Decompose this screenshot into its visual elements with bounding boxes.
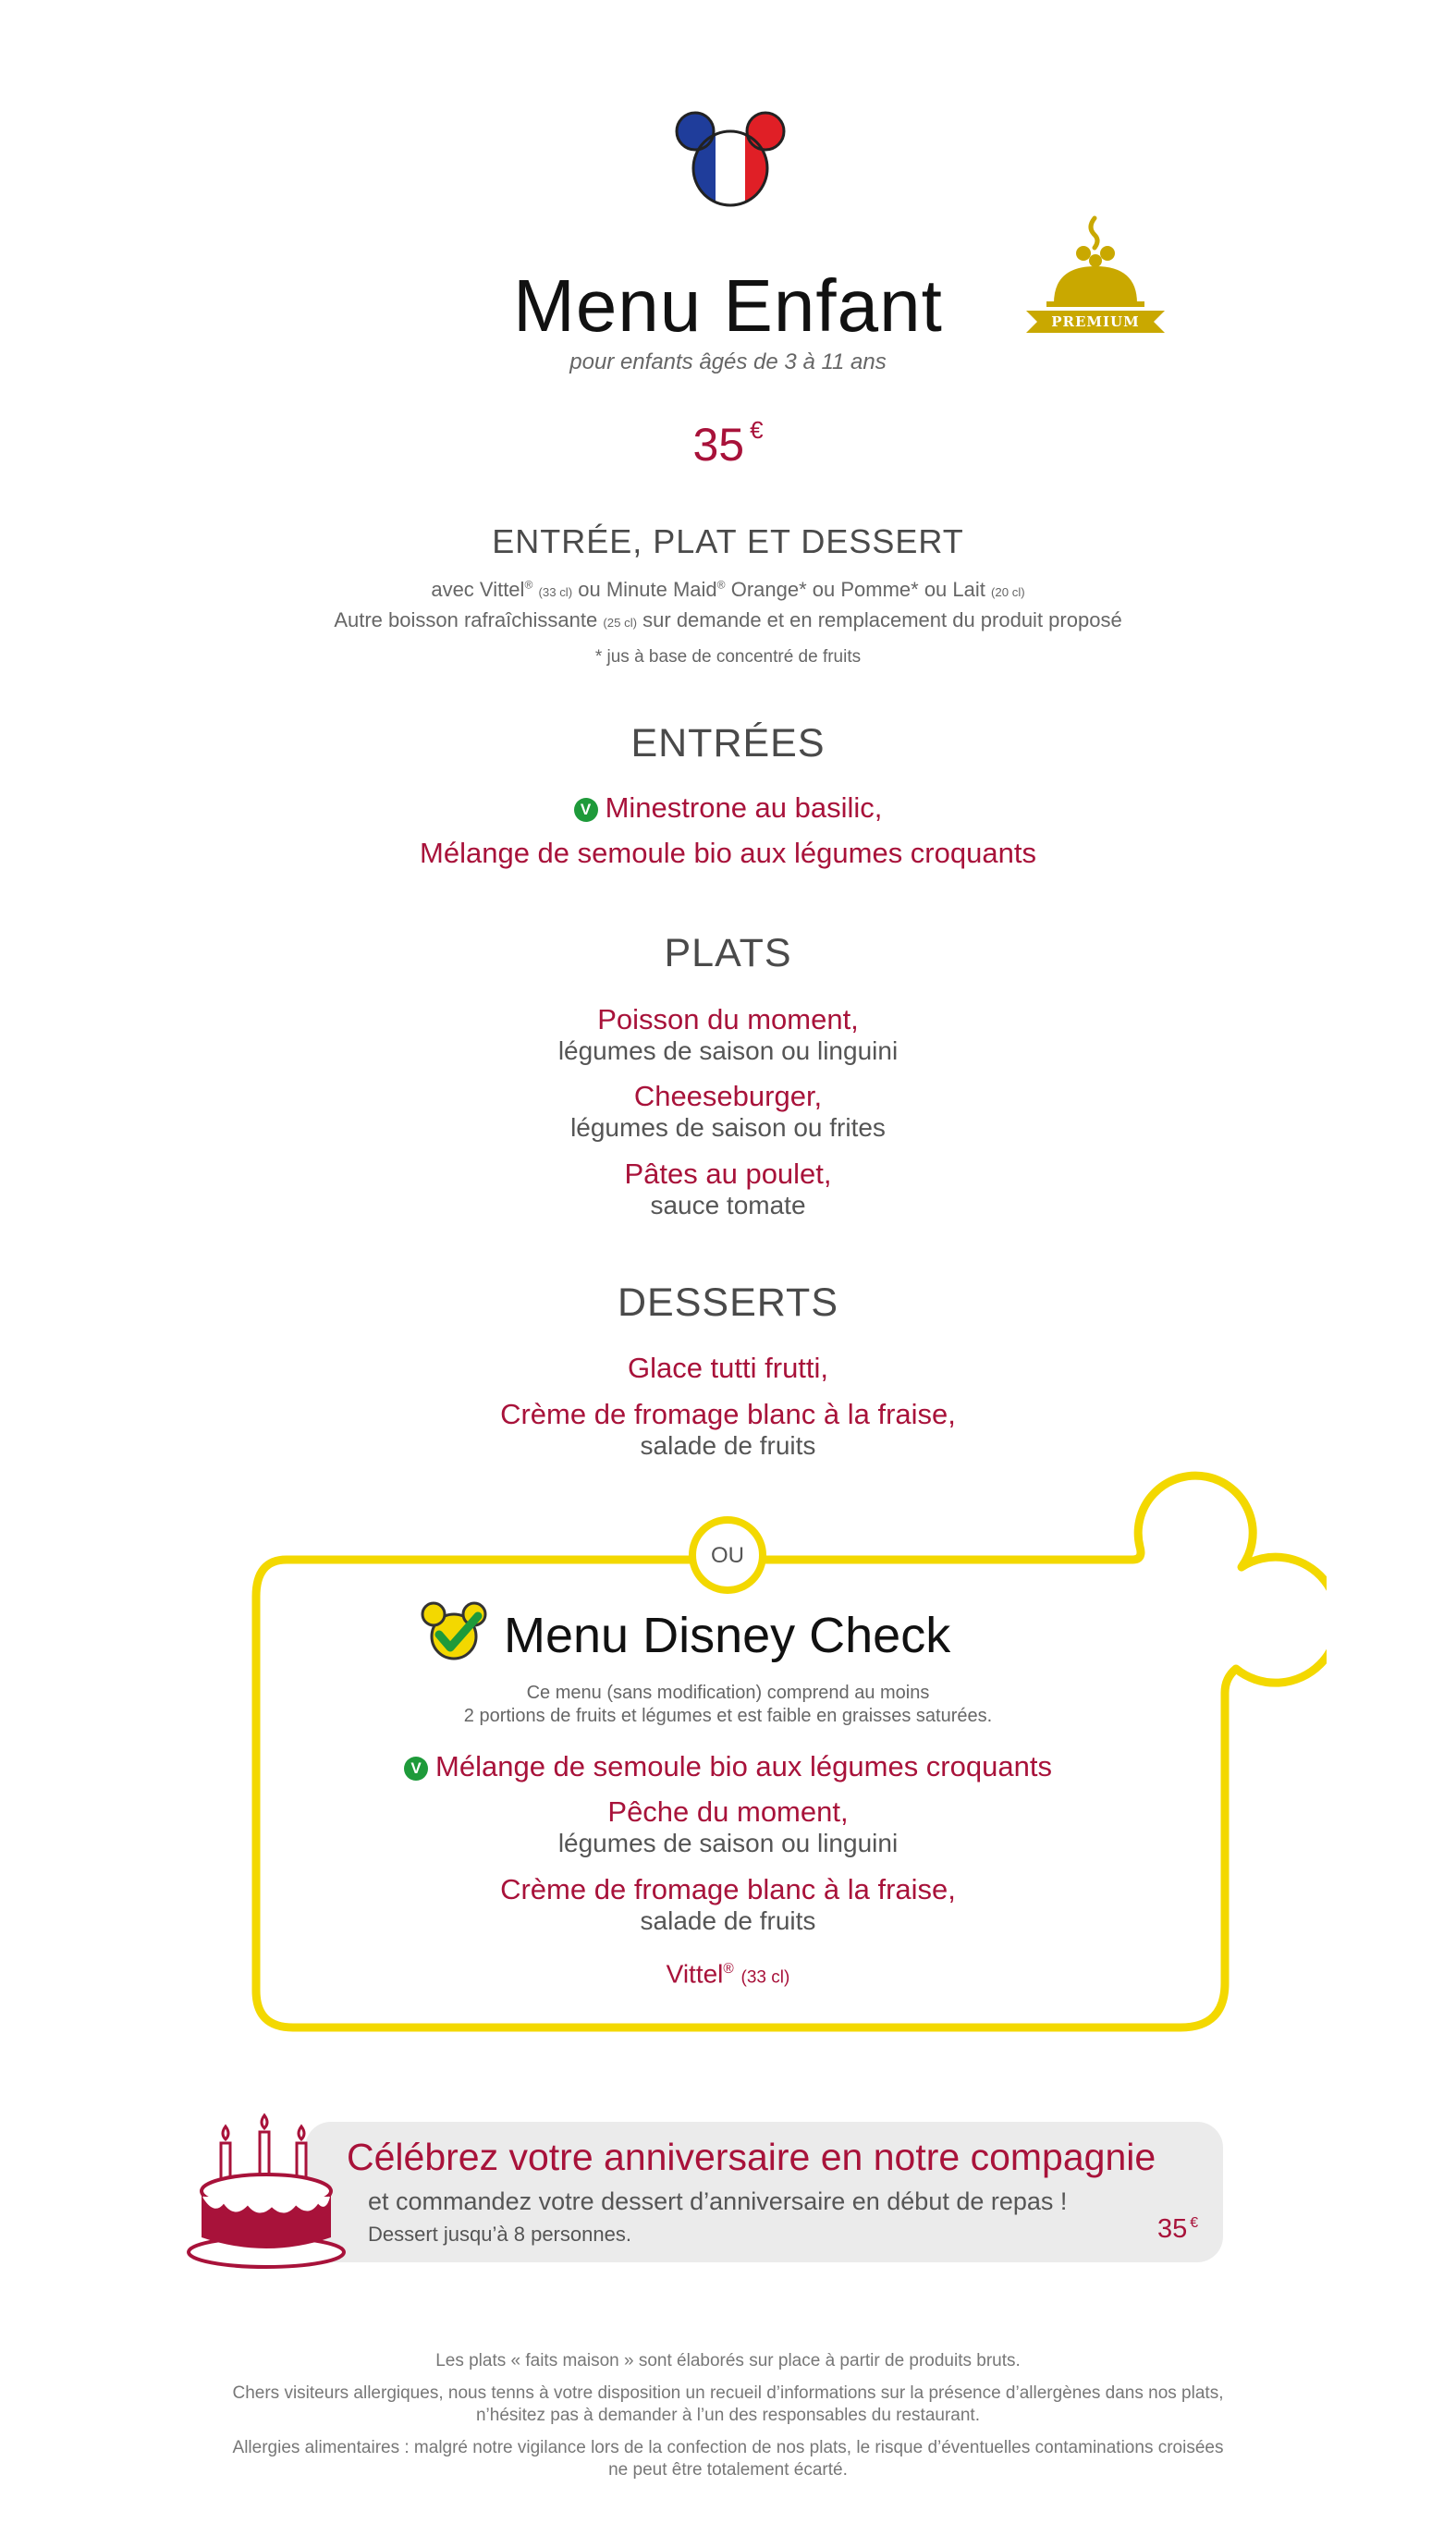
disney-check-frame (245, 1456, 1327, 2039)
dessert-item-side: salade de fruits (640, 1431, 816, 1460)
ou-label: OU (711, 1543, 744, 1568)
menu-price-currency: € (750, 416, 764, 444)
entree-item-name: Minestrone au basilic, (605, 791, 883, 824)
entree-item (0, 791, 1456, 825)
disney-check-description: 2 portions de fruits et légumes et est faible en graisses saturées. (463, 1706, 993, 1726)
disney-check-drink (0, 1953, 1456, 1994)
disney-check-item-side: salade de fruits (640, 1906, 816, 1935)
dessert-item-name: Crème de fromage blanc à la fraise, (500, 1398, 956, 1430)
reg-mark: ® (716, 578, 726, 592)
page-subtitle: pour enfants âgés de 3 à 11 ans (569, 349, 887, 374)
other-drink-text-b: sur demande et en remplacement du produit proposé (642, 608, 1122, 631)
drinks-volume-c: (20 cl) (991, 585, 1025, 599)
footer-allergy-warning: ne peut être totalement écarté. (608, 2460, 848, 2480)
plat-item-side: légumes de saison ou linguini (557, 1036, 899, 1065)
drinks-text-b: ou Minute Maid (578, 578, 717, 601)
disney-check-item-name: Crème de fromage blanc à la fraise, (500, 1873, 956, 1905)
entree-item-name: Mélange de semoule bio aux légumes croquants (420, 837, 1036, 869)
reg-mark: ® (524, 578, 533, 592)
desserts-title: DESSERTS (618, 1280, 838, 1325)
other-drink-volume: (25 cl) (603, 616, 638, 630)
drink-name: Vittel (666, 1959, 724, 1989)
plat-item-name: Poisson du moment, (597, 1003, 859, 1035)
birthday-price (1157, 2214, 1198, 2245)
plat-item-name: Pâtes au poulet, (624, 1158, 832, 1190)
drinks-text-c: Orange* ou Pomme* ou Lait (730, 578, 985, 601)
birthday-note: Dessert jusqu’à 8 personnes. (368, 2223, 631, 2246)
drinks-text-a: avec Vittel (431, 578, 525, 601)
premium-badge-label: PREMIUM (1051, 313, 1140, 330)
entrees-title: ENTRÉES (630, 721, 826, 766)
vegetarian-icon: V (404, 1757, 428, 1781)
footer-allergen-info: n’hésitez pas à demander à l’un des responsables du restaurant. (475, 2406, 980, 2425)
page-title: Menu Enfant (513, 264, 943, 347)
drink-volume: (33 cl) (740, 1967, 790, 1988)
plat-item-side: sauce tomate (650, 1191, 806, 1219)
plat-item-name: Cheeseburger, (633, 1080, 823, 1112)
reg-mark: ® (723, 1961, 734, 1977)
footer-homemade-note: Les plats « faits maison » sont élaborés sur place à partir de produits bruts. (435, 2351, 1021, 2370)
formula-drinks (0, 578, 1456, 602)
drinks-volume-a: (33 cl) (538, 585, 573, 599)
other-drink-text-a: Autre boisson rafraîchissante (334, 608, 598, 631)
birthday-cake-icon (183, 2106, 349, 2272)
footer-allergen-info: Chers visiteurs allergiques, nous tenns à votre disposition un recueil d’informations sur la présence d’allergènes dans nos plats, (232, 2383, 1224, 2403)
disney-check-icon (421, 1599, 487, 1662)
dessert-item-name: Glace tutti frutti, (627, 1352, 829, 1384)
formula-other-drink (0, 608, 1456, 632)
disney-check-title: Menu Disney Check (504, 1608, 951, 1663)
disney-check-item-name: Pêche du moment, (607, 1795, 849, 1828)
birthday-line: et commandez votre dessert d’anniversaire en début de repas ! (368, 2187, 1068, 2215)
footer-allergy-warning: Allergies alimentaires : malgré notre vigilance lors de la confection de nos plats, le risque d’éventuelles contaminations croisées (232, 2438, 1224, 2457)
formula-title: ENTRÉE, PLAT ET DESSERT (492, 522, 964, 560)
birthday-price-currency: € (1190, 2215, 1199, 2232)
disney-check-item-side: légumes de saison ou linguini (557, 1829, 899, 1857)
birthday-title: Célébrez votre anniversaire en notre compagnie (347, 2136, 1156, 2178)
disney-check-item-name: Mélange de semoule bio aux légumes croquants (435, 1750, 1052, 1782)
plat-item-side: légumes de saison ou frites (570, 1113, 886, 1142)
vegetarian-icon: V (574, 798, 598, 822)
menu-price-value: 35 (692, 419, 745, 471)
menu-price (0, 416, 1456, 472)
formula-note: * jus à base de concentré de fruits (594, 647, 862, 667)
plats-title: PLATS (664, 931, 792, 975)
disney-check-item (0, 1750, 1456, 1783)
disney-check-description: Ce menu (sans modification) comprend au moins (526, 1683, 930, 1703)
birthday-price-value: 35 (1157, 2214, 1188, 2244)
entree-item (0, 837, 1456, 870)
mickey-france-flag-icon (673, 109, 788, 209)
premium-cloche-icon (1017, 214, 1174, 340)
